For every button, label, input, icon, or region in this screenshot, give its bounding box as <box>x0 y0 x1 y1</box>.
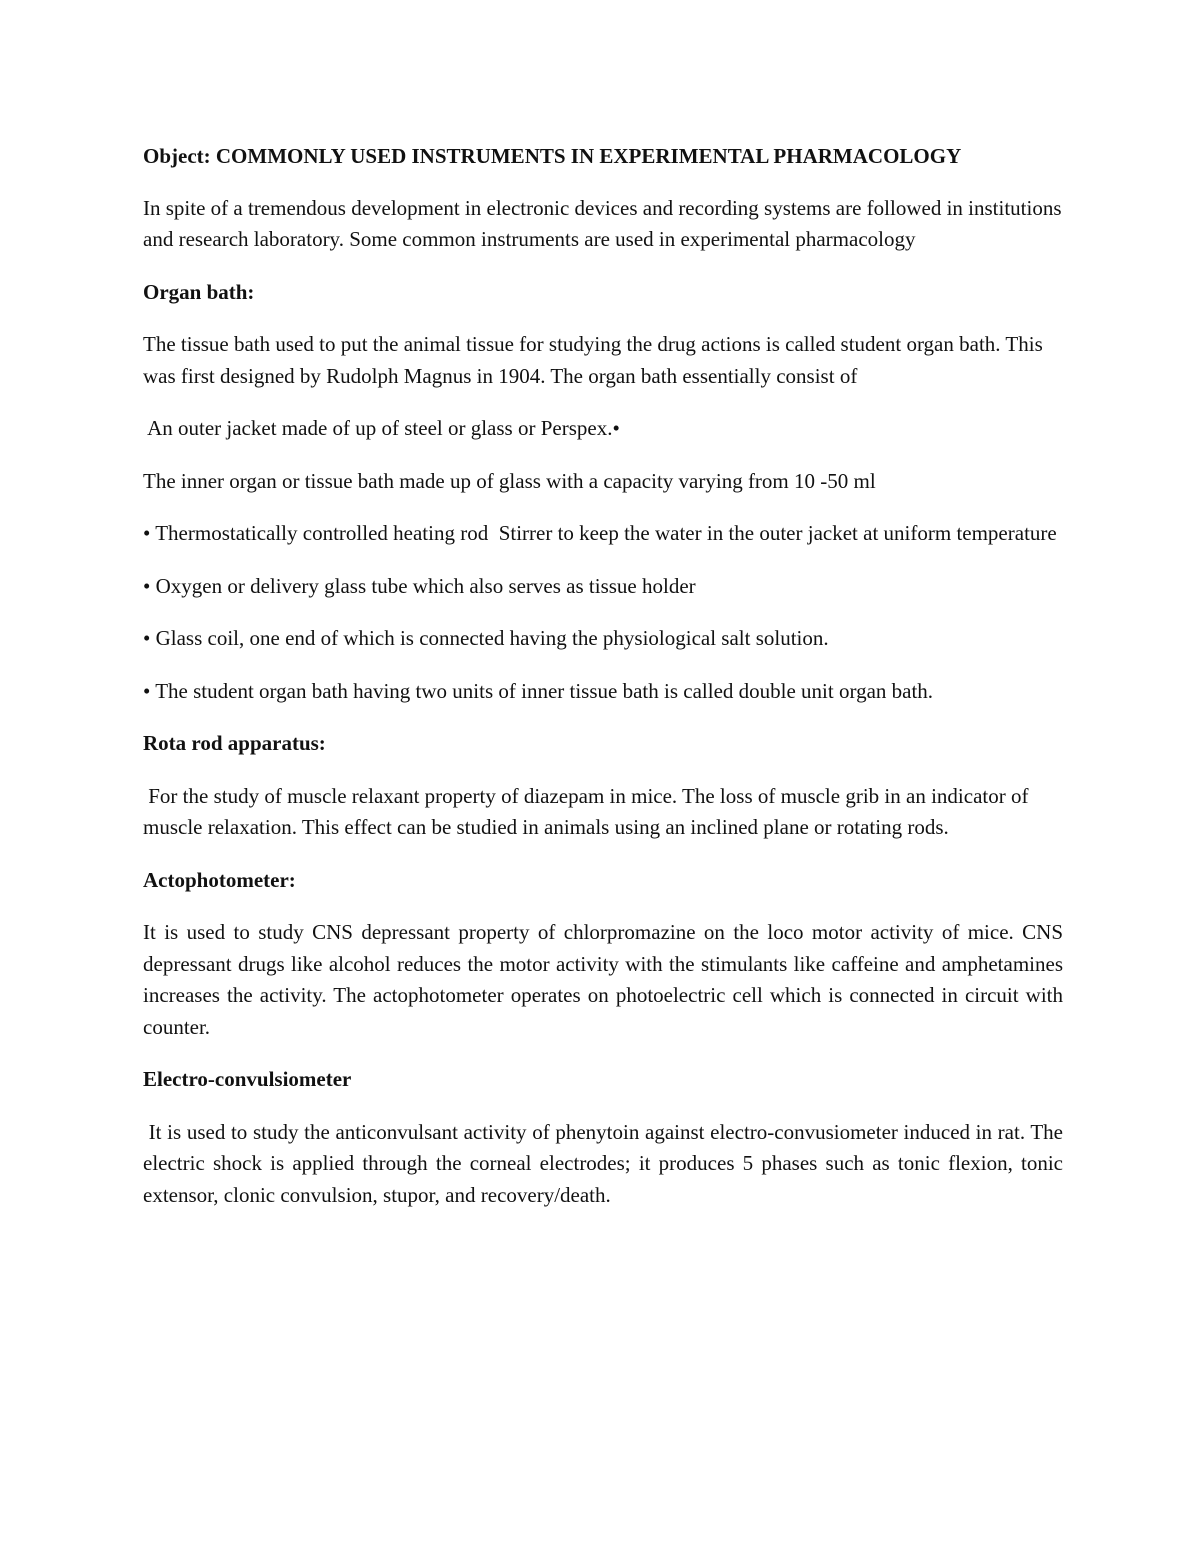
document-title: Object: COMMONLY USED INSTRUMENTS IN EXPERIMENTAL PHARMACOLOGY <box>143 144 962 168</box>
rota-rod-description: For the study of muscle relaxant property of diazepam in mice. The loss of muscle grib in an indicator of muscle relaxation. This effect can be studied in animals using an inclined plane or rotating rods. <box>143 783 1034 839</box>
actophotometer-heading: Actophotometer: <box>143 867 296 892</box>
intro-paragraph: In spite of a tremendous development in electronic devices and recording systems are followed in institutions and research laboratory. Some common instruments are used in experimental pharmacology <box>143 195 1062 251</box>
electro-convulsiometer-heading: Electro-convulsiometer <box>143 1067 352 1091</box>
rota-rod-heading: Rota rod apparatus: <box>143 731 326 755</box>
organ-bath-heading: Organ bath: <box>143 279 255 304</box>
organ-bath-item-double-unit: • The student organ bath having two units of inner tissue bath is called double unit organ bath. <box>143 678 934 703</box>
organ-bath-item-outer-jacket: An outer jacket made of up of steel or glass or Perspex.• <box>143 416 620 440</box>
actophotometer-description: It is used to study CNS depressant property of chlorpromazine on the loco motor activity of mice. CNS depressant drugs like alcohol reduces the motor activity with the stimulants like caffeine and amphetamines increases the activity. The actophotometer operates on photoelectric cell which is connected in circuit with counter. <box>143 920 1063 1039</box>
organ-bath-item-heating-rod: • Thermostatically controlled heating rod Stirrer to keep the water in the outer jacket at uniform temperature <box>143 521 1057 545</box>
document-body <box>143 141 1069 1232</box>
organ-bath-description: The tissue bath used to put the animal tissue for studying the drug actions is called student organ bath. This was first designed by Rudolph Magnus in 1904. The organ bath essentially consist of <box>143 332 1043 388</box>
organ-bath-item-inner-bath: The inner organ or tissue bath made up of glass with a capacity varying from 10 -50 ml <box>143 468 876 493</box>
electro-convulsiometer-description: It is used to study the anticonvulsant activity of phenytoin against electro-convusiometer induced in rat. The electric shock is applied through the corneal electrodes; it produces 5 phases such as tonic flexion, tonic extensor, clonic convulsion, stupor, and recovery/death. <box>143 1119 1069 1207</box>
organ-bath-item-glass-coil: • Glass coil, one end of which is connected having the physiological salt solution. <box>143 626 829 650</box>
organ-bath-item-oxygen-tube: • Oxygen or delivery glass tube which also serves as tissue holder <box>143 573 696 598</box>
